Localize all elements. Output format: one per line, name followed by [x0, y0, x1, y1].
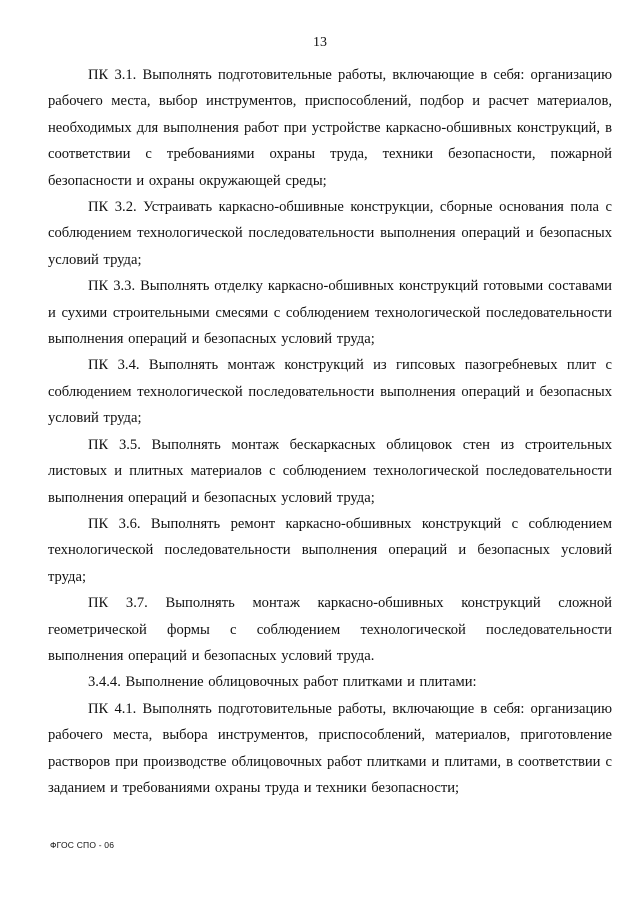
paragraph-pk-3-4: ПК 3.4. Выполнять монтаж конструкций из гипсовых пазогребневых плит с соблюдением технологической последовательности выполнения операций и безопасных условий труда; — [48, 357, 612, 427]
section-heading-3-4-4: 3.4.4. Выполнение облицовочных работ плитками и плитами: — [88, 674, 477, 691]
paragraph-pk-3-1: ПК 3.1. Выполнять подготовительные работы, включающие в себя: организацию рабочего места, выбор инструментов, приспособлений, подбор и расчет материалов, необходимых для выполнения работ при устройстве каркасно-обшивных конструкций, в соответствии с требованиями охраны труда, техники безопасности, пожарной безопасности и охраны окружающей среды; — [48, 67, 612, 189]
paragraph-pk-3-5: ПК 3.5. Выполнять монтаж бескаркасных облицовок стен из строительных листовых и плитных материалов с соблюдением технологической последовательности выполнения операций и безопасных условий труда; — [48, 436, 612, 506]
page-body — [48, 62, 612, 801]
paragraph-pk-3-3: ПК 3.3. Выполнять отделку каркасно-обшивных конструкций готовыми составами и сухими строительными смесями с соблюдением технологической последовательности выполнения операций и безопасных условий труда; — [48, 278, 612, 348]
paragraph-pk-3-6: ПК 3.6. Выполнять ремонт каркасно-обшивных конструкций с соблюдением технологической последовательности выполнения операций и безопасных условий труда; — [48, 515, 612, 585]
footer-standard-label: ФГОС СПО - 06 — [50, 840, 115, 850]
paragraph-pk-3-2: ПК 3.2. Устраивать каркасно-обшивные конструкции, сборные основания пола с соблюдением технологической последовательности выполнения операций и безопасных условий труда; — [48, 199, 612, 268]
paragraph-pk-3-7: ПК 3.7. Выполнять монтаж каркасно-обшивных конструкций сложной геометрической формы с соблюдением технологической последовательности выполнения операций и безопасных условий труда. — [48, 595, 612, 664]
page-number: 13 — [313, 35, 327, 50]
paragraph-pk-4-1: ПК 4.1. Выполнять подготовительные работы, включающие в себя: организацию рабочего места, выбора инструментов, приспособлений, материалов, приготовление растворов при производстве облицовочных работ плитками и плитами, в соответствии с заданием и требованиями охраны труда и техники безопасности; — [48, 700, 612, 796]
